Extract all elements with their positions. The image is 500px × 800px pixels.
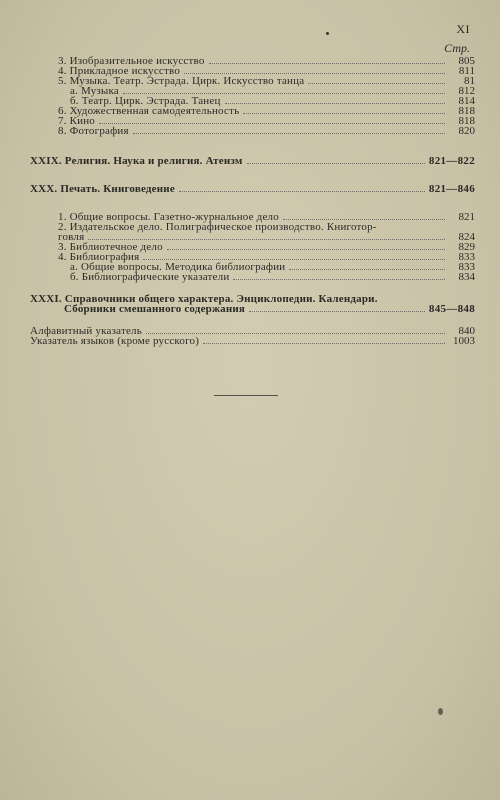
toc-entry-label-cont: говля [58, 231, 85, 243]
toc-entry-label: б. Театр. Цирк. Эстрада. Танец [70, 95, 221, 107]
toc-entry-label: 1. Общие вопросы. Газетно-журнальное дело [58, 211, 279, 223]
toc-entry-pages: 818 [458, 105, 475, 117]
dot-leader [88, 233, 445, 240]
toc-entry-label: Алфавитный указатель [30, 325, 142, 337]
toc-entry-pages: 805 [458, 55, 475, 67]
toc-section-31 [30, 304, 475, 314]
toc-entry-pages: 811 [458, 65, 475, 77]
dot-leader [167, 243, 445, 250]
toc-entry-label: 4. Библиография [58, 251, 140, 263]
toc-entry-pages: 833 [458, 261, 475, 273]
toc-entry-label: Указатель языков (кроме русского) [30, 335, 200, 347]
toc-entry-pages: 834 [458, 271, 475, 283]
toc-entry-pages: 824 [458, 231, 475, 243]
dot-leader [143, 253, 445, 260]
dot-leader [243, 107, 445, 114]
toc-entry [30, 126, 475, 136]
toc-section-label: XXXI. Справочники общего характера. Энциклопедии. Календари. [30, 293, 378, 305]
dot-leader [308, 77, 445, 84]
dot-leader [133, 127, 445, 134]
dot-leader [289, 263, 445, 270]
toc-entry-pages: 814 [458, 95, 475, 107]
page-number: XI [456, 22, 470, 36]
print-speck [438, 708, 443, 715]
toc-entry-label: а. Общие вопросы. Методика библиографии [70, 261, 286, 273]
toc-entry-label: 3. Библиотечное дело [58, 241, 163, 253]
toc-entry-pages: 829 [458, 241, 475, 253]
dot-leader [283, 213, 445, 220]
toc-entry-pages: 821 [458, 211, 475, 223]
toc-section-30 [30, 184, 475, 194]
dot-leader [203, 337, 445, 344]
toc-entry-label: 3. Изобразительное искусство [58, 55, 205, 67]
end-rule-divider [214, 395, 278, 396]
toc-section-label: XXIX. Религия. Наука и религия. Атеизм [30, 155, 243, 167]
dot-leader [225, 97, 445, 104]
toc-entry-label: 5. Музыка. Театр. Эстрада. Цирк. Искусство танца [58, 75, 305, 87]
toc-entry-line1 [30, 222, 475, 232]
dot-leader [146, 327, 445, 334]
toc-section-pages: 845—848 [428, 303, 475, 315]
toc-entry-label: 7. Кино [58, 115, 96, 127]
dot-leader [249, 305, 425, 312]
dot-leader [179, 185, 425, 192]
dot-leader [233, 273, 445, 280]
toc-entry-pages: 840 [458, 325, 475, 337]
toc-section-label-cont: Сборники смешанного содержания [64, 303, 246, 315]
dot-leader [99, 117, 445, 124]
toc-entry-pages: 833 [458, 251, 475, 263]
toc-entry-label: 4. Прикладное искусство [58, 65, 181, 77]
toc-entry-pages: 812 [458, 85, 475, 97]
toc-entry [30, 106, 475, 116]
toc-entry-pages: 1003 [453, 335, 475, 347]
toc-index-languages [30, 336, 475, 346]
toc-entry-label: 6. Художественная самодеятельность [58, 105, 240, 117]
toc-entry-label: а. Музыка [70, 85, 119, 97]
toc-section-29 [30, 156, 475, 166]
toc-entry-pages: 818 [458, 115, 475, 127]
toc-section-pages: 821—822 [428, 155, 475, 167]
dot-leader [209, 57, 445, 64]
toc-section-pages: 821—846 [428, 183, 475, 195]
page-column-heading: Стр. [444, 41, 470, 55]
toc-entry-pages: 820 [458, 125, 475, 137]
dot-leader [184, 67, 445, 74]
print-speck [326, 32, 329, 35]
dot-leader [123, 87, 445, 94]
toc-entry-label: 2. Издательское дело. Полиграфическое производство. Книготор- [58, 221, 377, 233]
dot-leader [247, 157, 425, 164]
toc-section-label: XXX. Печать. Книговедение [30, 183, 175, 195]
toc-entry-pages: 81 [464, 75, 475, 87]
toc-entry-label: б. Библиографические указатели [70, 271, 230, 283]
table-of-contents [30, 56, 475, 346]
toc-subentry [30, 272, 475, 282]
toc-entry-label: 8. Фотография [58, 125, 129, 137]
